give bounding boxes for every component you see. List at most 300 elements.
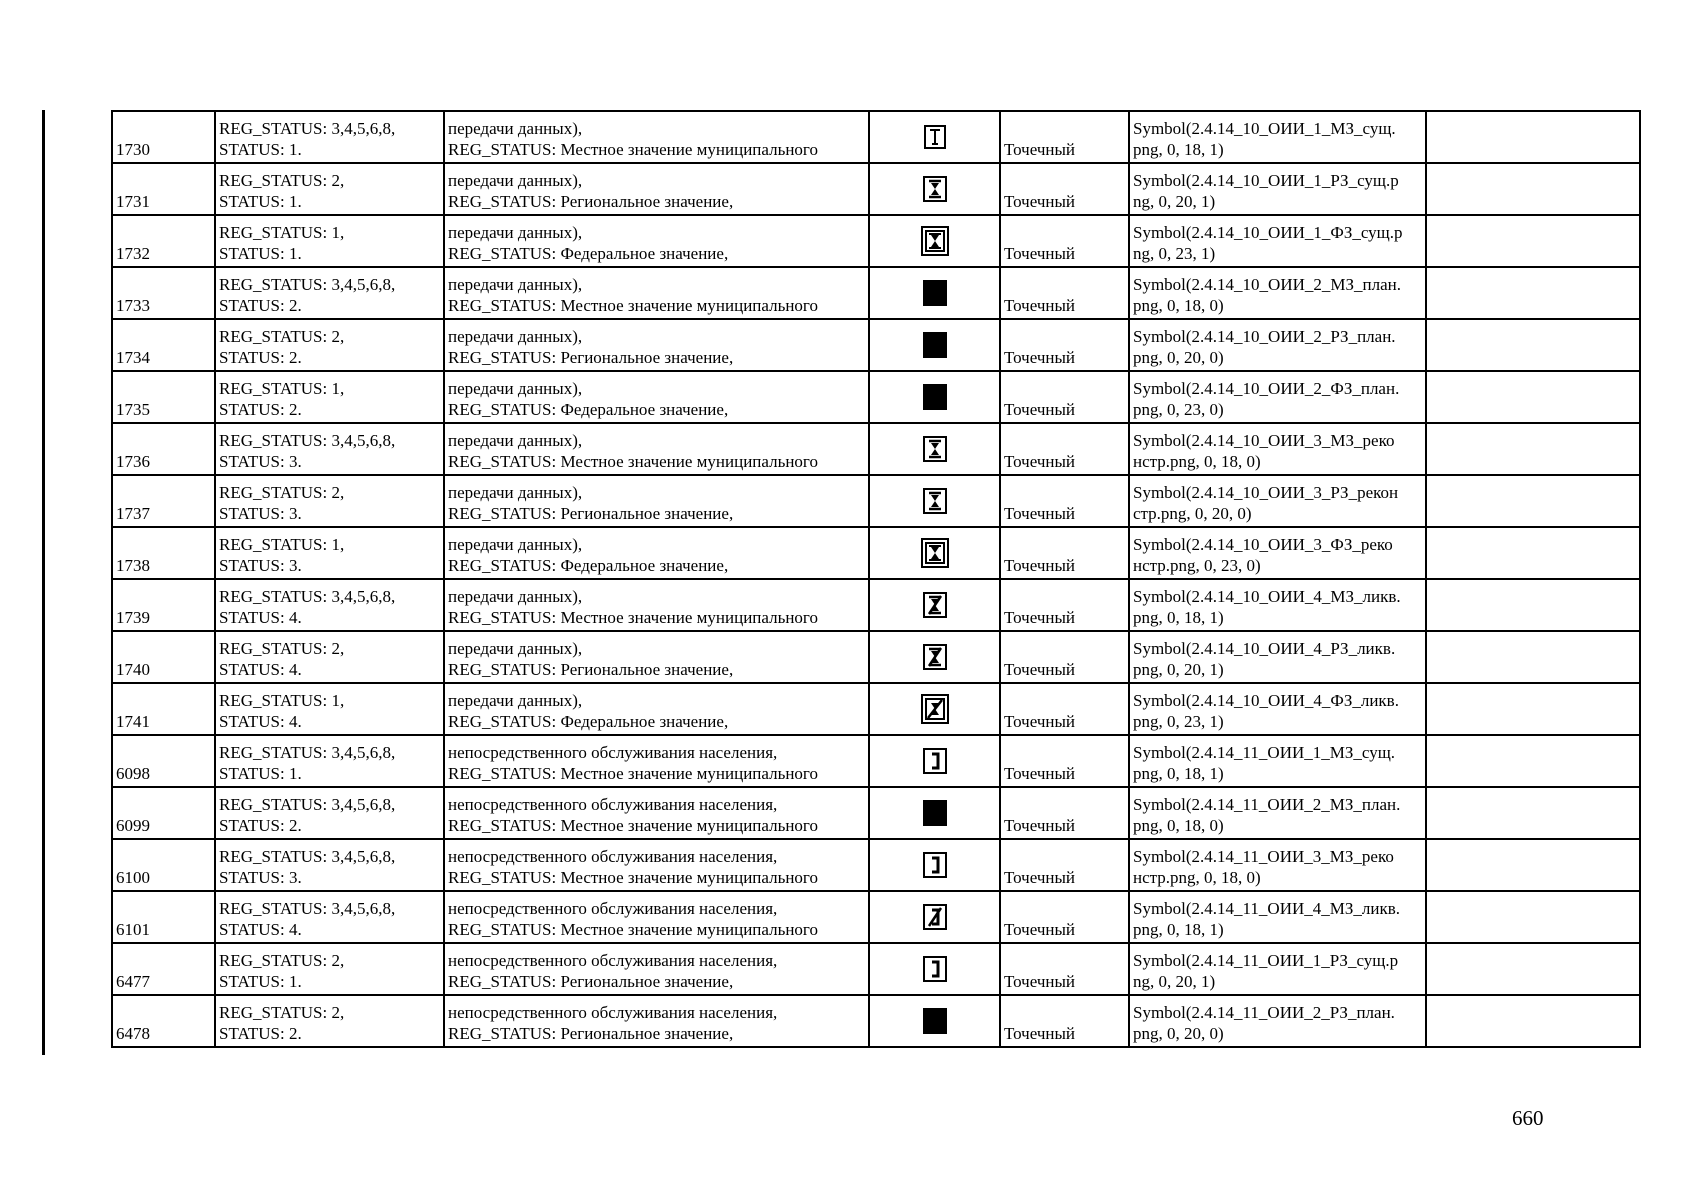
description-line: непосредственного обслуживания населения, [448,795,778,814]
condition-cell [215,683,444,735]
symbol-cell [869,423,1000,475]
empty-cell [1426,371,1640,423]
description-cell [444,215,869,267]
symbol-code-line: png, 0, 23, 0) [1133,400,1224,419]
symbol-code-line: нстр.png, 0, 23, 0) [1133,556,1261,575]
table-row [112,943,1640,995]
symbol-cell [869,371,1000,423]
condition-line: REG_STATUS: 3,4,5,6,8, [219,587,396,606]
symbol-code-line: Symbol(2.4.14_10_ОИИ_4_ФЗ_ликв. [1133,691,1399,710]
row-id: 1736 [116,452,150,471]
symbol-code-line: Symbol(2.4.14_10_ОИИ_1_ФЗ_сущ.р [1133,223,1403,242]
empty-cell [1426,475,1640,527]
symbol-cell [869,995,1000,1047]
empty-cell [1426,111,1640,163]
symbol-code-line: Symbol(2.4.14_11_ОИИ_1_МЗ_сущ. [1133,743,1396,762]
description-line: REG_STATUS: Местное значение муниципального [448,920,818,939]
condition-line: STATUS: 3. [219,452,302,471]
symbol-code-cell [1129,995,1426,1047]
row-id-cell [112,111,215,163]
geometry-type-cell [1000,995,1129,1047]
row-id-cell [112,163,215,215]
condition-line: STATUS: 3. [219,556,302,575]
description-cell [444,423,869,475]
geometry-type-cell [1000,683,1129,735]
description-cell [444,319,869,371]
geometry-type-cell [1000,527,1129,579]
description-line: непосредственного обслуживания населения, [448,951,778,970]
empty-cell [1426,735,1640,787]
description-line: непосредственного обслуживания населения, [448,847,778,866]
condition-cell [215,735,444,787]
hourglass-frame-icon [920,434,950,464]
symbol-code-cell [1129,163,1426,215]
empty-cell [1426,319,1640,371]
symbol-code-cell [1129,527,1426,579]
symbol-code-line: png, 0, 23, 1) [1133,712,1224,731]
description-line: передачи данных), [448,535,583,554]
table-row [112,475,1640,527]
symbol-cell [869,683,1000,735]
condition-line: REG_STATUS: 1, [219,535,345,554]
empty-cell [1426,995,1640,1047]
geometry-type-cell [1000,631,1129,683]
row-id: 1731 [116,192,150,211]
row-id-cell [112,319,215,371]
geometry-type: Точечный [1004,1024,1076,1043]
table-row [112,371,1640,423]
hourglass-frame-icon [920,174,950,204]
empty-cell [1426,579,1640,631]
condition-line: STATUS: 2. [219,816,302,835]
description-line: REG_STATUS: Местное значение муниципального [448,452,818,471]
description-line: передачи данных), [448,223,583,242]
empty-cell [1426,163,1640,215]
description-line: REG_STATUS: Региональное значение, [448,504,734,523]
symbol-code-line: Symbol(2.4.14_11_ОИИ_2_МЗ_план. [1133,795,1401,814]
description-line: передачи данных), [448,327,583,346]
condition-cell [215,319,444,371]
description-cell [444,735,869,787]
filled-square-icon [920,278,950,308]
description-line: REG_STATUS: Местное значение муниципального [448,816,818,835]
geometry-type-cell [1000,319,1129,371]
symbol-code-line: png, 0, 18, 1) [1133,140,1224,159]
geometry-type: Точечный [1004,556,1076,575]
empty-cell [1426,683,1640,735]
symbol-code-line: Symbol(2.4.14_11_ОИИ_1_РЗ_сущ.р [1133,951,1399,970]
condition-line: REG_STATUS: 3,4,5,6,8, [219,431,396,450]
geometry-type: Точечный [1004,868,1076,887]
condition-line: STATUS: 1. [219,764,302,783]
symbol-code-cell [1129,423,1426,475]
description-line: передачи данных), [448,379,583,398]
description-cell [444,267,869,319]
empty-cell [1426,787,1640,839]
symbol-code-cell [1129,683,1426,735]
symbol-code-line: Symbol(2.4.14_10_ОИИ_2_ФЗ_план. [1133,379,1400,398]
symbol-code-line: ng, 0, 20, 1) [1133,972,1216,991]
symbol-code-cell [1129,943,1426,995]
hourglass-crossed-double-frame-icon [920,694,950,724]
row-id: 1740 [116,660,150,679]
description-line: REG_STATUS: Местное значение муниципального [448,764,818,783]
geometry-type-cell [1000,839,1129,891]
condition-cell [215,891,444,943]
condition-line: STATUS: 2. [219,348,302,367]
geometry-type: Точечный [1004,764,1076,783]
symbol-code-line: Symbol(2.4.14_10_ОИИ_1_РЗ_сущ.р [1133,171,1399,190]
row-id: 1739 [116,608,150,627]
filled-square-icon [920,1006,950,1036]
condition-cell [215,527,444,579]
condition-line: STATUS: 1. [219,244,302,263]
condition-line: REG_STATUS: 3,4,5,6,8, [219,119,396,138]
symbol-code-cell [1129,579,1426,631]
symbol-code-line: ng, 0, 20, 1) [1133,192,1216,211]
symbol-code-line: Symbol(2.4.14_11_ОИИ_4_МЗ_ликв. [1133,899,1401,918]
hourglass-frame-icon [920,486,950,516]
description-line: передачи данных), [448,171,583,190]
condition-cell [215,943,444,995]
row-id-cell [112,527,215,579]
row-id: 6478 [116,1024,150,1043]
description-line: REG_STATUS: Федеральное значение, [448,556,729,575]
bracket-frame-icon [920,954,950,984]
geometry-type-cell [1000,475,1129,527]
condition-line: STATUS: 4. [219,712,302,731]
row-id-cell [112,735,215,787]
condition-cell [215,995,444,1047]
empty-cell [1426,631,1640,683]
symbol-cell [869,839,1000,891]
symbol-code-line: нстр.png, 0, 18, 0) [1133,868,1261,887]
geometry-type-cell [1000,787,1129,839]
symbol-code-line: Symbol(2.4.14_10_ОИИ_3_МЗ_реко [1133,431,1395,450]
condition-line: REG_STATUS: 3,4,5,6,8, [219,795,396,814]
condition-cell [215,631,444,683]
table-row [112,111,1640,163]
symbol-code-cell [1129,735,1426,787]
condition-line: STATUS: 3. [219,868,302,887]
symbol-code-line: ng, 0, 23, 1) [1133,244,1216,263]
condition-line: REG_STATUS: 2, [219,483,345,502]
symbol-code-line: стр.png, 0, 20, 0) [1133,504,1252,523]
description-cell [444,995,869,1047]
description-cell [444,111,869,163]
geometry-type-cell [1000,215,1129,267]
description-line: REG_STATUS: Местное значение муниципального [448,140,818,159]
description-line: REG_STATUS: Местное значение муниципального [448,868,818,887]
symbol-cell [869,163,1000,215]
empty-cell [1426,943,1640,995]
row-id: 1730 [116,140,150,159]
description-cell [444,631,869,683]
geometry-type-cell [1000,371,1129,423]
geometry-type: Точечный [1004,452,1076,471]
table-row [112,631,1640,683]
description-line: REG_STATUS: Федеральное значение, [448,712,729,731]
row-id: 1735 [116,400,150,419]
description-line: REG_STATUS: Региональное значение, [448,192,734,211]
symbol-cell [869,527,1000,579]
symbol-code-line: png, 0, 18, 0) [1133,816,1224,835]
geometry-type: Точечный [1004,608,1076,627]
table-row [112,579,1640,631]
hourglass-crossed-icon [920,642,950,672]
description-line: REG_STATUS: Региональное значение, [448,348,734,367]
description-line: непосредственного обслуживания населения, [448,1003,778,1022]
description-cell [444,943,869,995]
geometry-type: Точечный [1004,712,1076,731]
filled-square-icon [920,382,950,412]
geometry-type: Точечный [1004,816,1076,835]
symbol-cell [869,111,1000,163]
description-cell [444,683,869,735]
condition-cell [215,163,444,215]
symbol-code-cell [1129,267,1426,319]
row-id: 1741 [116,712,150,731]
symbol-code-cell [1129,475,1426,527]
symbol-code-cell [1129,371,1426,423]
condition-line: REG_STATUS: 1, [219,691,345,710]
table-row [112,267,1640,319]
description-line: REG_STATUS: Местное значение муниципального [448,296,818,315]
condition-line: REG_STATUS: 1, [219,379,345,398]
condition-line: STATUS: 1. [219,972,302,991]
geometry-type: Точечный [1004,400,1076,419]
row-id-cell [112,891,215,943]
description-cell [444,475,869,527]
row-id-cell [112,267,215,319]
geometry-type: Точечный [1004,244,1076,263]
description-cell [444,839,869,891]
row-id-cell [112,995,215,1047]
description-line: REG_STATUS: Региональное значение, [448,1024,734,1043]
description-line: REG_STATUS: Федеральное значение, [448,400,729,419]
hourglass-crossed-icon [920,590,950,620]
symbol-code-line: Symbol(2.4.14_10_ОИИ_2_МЗ_план. [1133,275,1401,294]
row-id: 6099 [116,816,150,835]
geometry-type-cell [1000,267,1129,319]
description-line: передачи данных), [448,587,583,606]
symbol-cell [869,215,1000,267]
description-line: непосредственного обслуживания населения, [448,899,778,918]
condition-line: REG_STATUS: 3,4,5,6,8, [219,847,396,866]
description-line: REG_STATUS: Региональное значение, [448,660,734,679]
bracket-frame-icon [920,850,950,880]
row-id-cell [112,475,215,527]
row-id: 1738 [116,556,150,575]
row-id-cell [112,631,215,683]
table-row [112,319,1640,371]
table-row [112,215,1640,267]
geometry-type: Точечный [1004,296,1076,315]
row-id: 1737 [116,504,150,523]
condition-cell [215,787,444,839]
description-line: передачи данных), [448,431,583,450]
geometry-type-cell [1000,735,1129,787]
description-line: передачи данных), [448,639,583,658]
table-row [112,527,1640,579]
row-id-cell [112,839,215,891]
condition-line: STATUS: 2. [219,400,302,419]
filled-square-icon [920,798,950,828]
description-line: REG_STATUS: Местное значение муниципального [448,608,818,627]
geometry-type: Точечный [1004,140,1076,159]
description-cell [444,527,869,579]
description-cell [444,891,869,943]
geometry-type: Точечный [1004,920,1076,939]
empty-cell [1426,527,1640,579]
geometry-type-cell [1000,423,1129,475]
condition-line: REG_STATUS: 3,4,5,6,8, [219,275,396,294]
description-line: передачи данных), [448,483,583,502]
hourglass-frame-small-icon [920,122,950,152]
bracket-frame-icon [920,746,950,776]
geometry-type-cell [1000,111,1129,163]
condition-line: STATUS: 4. [219,660,302,679]
hourglass-double-frame-icon [920,538,950,568]
symbol-code-line: png, 0, 20, 0) [1133,1024,1224,1043]
row-id: 1734 [116,348,150,367]
symbol-cell [869,943,1000,995]
symbol-code-line: png, 0, 18, 1) [1133,764,1224,783]
symbol-cell [869,631,1000,683]
row-id: 6098 [116,764,150,783]
symbol-cell [869,475,1000,527]
row-id-cell [112,787,215,839]
description-cell [444,579,869,631]
geometry-type: Точечный [1004,972,1076,991]
condition-cell [215,371,444,423]
margin-rule [42,110,45,1055]
geometry-type-cell [1000,579,1129,631]
symbol-code-line: Symbol(2.4.14_10_ОИИ_3_РЗ_рекон [1133,483,1399,502]
symbol-code-line: Symbol(2.4.14_10_ОИИ_3_ФЗ_реко [1133,535,1393,554]
row-id-cell [112,215,215,267]
table-row [112,423,1640,475]
condition-line: REG_STATUS: 2, [219,171,345,190]
symbol-code-line: Symbol(2.4.14_11_ОИИ_2_РЗ_план. [1133,1003,1395,1022]
condition-line: REG_STATUS: 2, [219,639,345,658]
page-number: 660 [1512,1106,1544,1130]
geometry-type-cell [1000,891,1129,943]
hourglass-double-frame-icon [920,226,950,256]
symbol-code-cell [1129,631,1426,683]
table-row [112,995,1640,1047]
symbol-cell [869,267,1000,319]
empty-cell [1426,267,1640,319]
symbol-code-line: Symbol(2.4.14_10_ОИИ_1_МЗ_сущ. [1133,119,1396,138]
description-cell [444,163,869,215]
symbol-code-line: нстр.png, 0, 18, 0) [1133,452,1261,471]
symbol-code-line: png, 0, 18, 1) [1133,608,1224,627]
condition-line: STATUS: 4. [219,608,302,627]
row-id-cell [112,423,215,475]
symbol-code-line: Symbol(2.4.14_10_ОИИ_4_МЗ_ликв. [1133,587,1401,606]
row-id-cell [112,683,215,735]
description-line: передачи данных), [448,275,583,294]
table-row [112,787,1640,839]
row-id: 1732 [116,244,150,263]
table-row [112,683,1640,735]
symbol-code-cell [1129,319,1426,371]
symbol-code-line: png, 0, 18, 1) [1133,920,1224,939]
condition-cell [215,475,444,527]
condition-cell [215,423,444,475]
symbol-code-cell [1129,839,1426,891]
empty-cell [1426,215,1640,267]
filled-square-icon [920,330,950,360]
empty-cell [1426,891,1640,943]
condition-cell [215,215,444,267]
table-row [112,735,1640,787]
geometry-type: Точечный [1004,504,1076,523]
table-row [112,163,1640,215]
description-line: REG_STATUS: Федеральное значение, [448,244,729,263]
condition-line: STATUS: 2. [219,296,302,315]
condition-line: REG_STATUS: 2, [219,1003,345,1022]
symbol-cell [869,735,1000,787]
condition-line: REG_STATUS: 1, [219,223,345,242]
description-line: передачи данных), [448,691,583,710]
row-id: 6477 [116,972,150,991]
condition-cell [215,267,444,319]
symbol-cell [869,891,1000,943]
empty-cell [1426,423,1640,475]
condition-line: STATUS: 1. [219,192,302,211]
condition-line: REG_STATUS: 3,4,5,6,8, [219,899,396,918]
symbol-cell [869,787,1000,839]
symbol-cell [869,579,1000,631]
symbol-code-line: png, 0, 20, 1) [1133,660,1224,679]
description-line: REG_STATUS: Региональное значение, [448,972,734,991]
symbol-code-cell [1129,111,1426,163]
row-id: 6101 [116,920,150,939]
condition-cell [215,111,444,163]
description-cell [444,371,869,423]
empty-cell [1426,839,1640,891]
symbol-table [111,110,1641,1048]
condition-line: REG_STATUS: 3,4,5,6,8, [219,743,396,762]
condition-line: REG_STATUS: 2, [219,327,345,346]
condition-cell [215,579,444,631]
condition-cell [215,839,444,891]
geometry-type: Точечный [1004,660,1076,679]
condition-line: STATUS: 1. [219,140,302,159]
bracket-crossed-icon [920,902,950,932]
row-id-cell [112,371,215,423]
symbol-code-line: png, 0, 18, 0) [1133,296,1224,315]
symbol-code-cell [1129,891,1426,943]
condition-line: STATUS: 2. [219,1024,302,1043]
geometry-type-cell [1000,943,1129,995]
symbol-code-line: Symbol(2.4.14_10_ОИИ_2_РЗ_план. [1133,327,1396,346]
symbol-code-cell [1129,215,1426,267]
symbol-cell [869,319,1000,371]
symbol-code-line: Symbol(2.4.14_11_ОИИ_3_МЗ_реко [1133,847,1394,866]
geometry-type: Точечный [1004,192,1076,211]
row-id-cell [112,579,215,631]
row-id-cell [112,943,215,995]
table-body [112,111,1640,1047]
description-line: непосредственного обслуживания населения, [448,743,778,762]
condition-line: REG_STATUS: 2, [219,951,345,970]
geometry-type: Точечный [1004,348,1076,367]
row-id: 6100 [116,868,150,887]
table-row [112,891,1640,943]
